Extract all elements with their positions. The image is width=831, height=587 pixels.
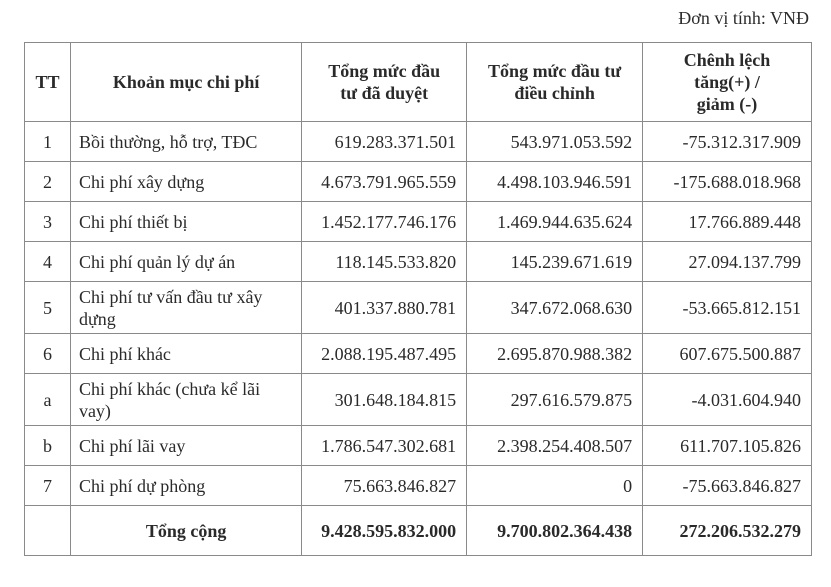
cell-tt: b [25, 426, 71, 466]
cell-tt: a [25, 374, 71, 426]
cell-approved: 4.673.791.965.559 [302, 162, 467, 202]
cell-adjusted: 543.971.053.592 [467, 122, 643, 162]
unit-label: Đơn vị tính: VNĐ [678, 8, 809, 28]
header-diff-line-3: giảm (-) [696, 94, 758, 114]
cell-tt: 2 [25, 162, 71, 202]
cell-item: Chi phí tư vấn đầu tư xây dựng [70, 282, 301, 334]
cell-adjusted: 1.469.944.635.624 [467, 202, 643, 242]
header-adjusted [467, 43, 643, 122]
table-row [25, 466, 812, 506]
table-row [25, 202, 812, 242]
header-approved [302, 43, 467, 122]
cell-tt: 5 [25, 282, 71, 334]
cell-diff: -175.688.018.968 [643, 162, 812, 202]
cell-diff: -75.312.317.909 [643, 122, 812, 162]
total-label: Tổng cộng [70, 506, 301, 556]
total-row [25, 506, 812, 556]
total-diff: 272.206.532.279 [643, 506, 812, 556]
cell-adjusted: 4.498.103.946.591 [467, 162, 643, 202]
table-row [25, 282, 812, 334]
table-header-row [25, 43, 812, 122]
cell-item: Chi phí xây dựng [70, 162, 301, 202]
cell-tt: 6 [25, 334, 71, 374]
header-adjusted-line-1: Tổng mức đầu tư [488, 61, 622, 81]
cell-diff: -75.663.846.827 [643, 466, 812, 506]
cell-diff: 611.707.105.826 [643, 426, 812, 466]
cell-item: Chi phí thiết bị [70, 202, 301, 242]
header-tt: TT [25, 43, 71, 122]
cell-diff: 607.675.500.887 [643, 334, 812, 374]
total-approved: 9.428.595.832.000 [302, 506, 467, 556]
cell-approved: 1.452.177.746.176 [302, 202, 467, 242]
cell-diff: 27.094.137.799 [643, 242, 812, 282]
header-diff-line-1: Chênh lệch [683, 50, 771, 70]
cell-adjusted: 2.695.870.988.382 [467, 334, 643, 374]
cell-approved: 2.088.195.487.495 [302, 334, 467, 374]
total-adjusted: 9.700.802.364.438 [467, 506, 643, 556]
header-adjusted-line-2: điều chỉnh [514, 83, 595, 103]
cell-approved: 118.145.533.820 [302, 242, 467, 282]
cell-approved: 401.337.880.781 [302, 282, 467, 334]
cell-diff: -53.665.812.151 [643, 282, 812, 334]
cell-item: Chi phí quản lý dự án [70, 242, 301, 282]
cell-adjusted: 2.398.254.408.507 [467, 426, 643, 466]
cell-item: Bồi thường, hỗ trợ, TĐC [70, 122, 301, 162]
cell-approved: 301.648.184.815 [302, 374, 467, 426]
cell-adjusted: 0 [467, 466, 643, 506]
header-approved-line-1: Tổng mức đầu [328, 61, 441, 81]
cell-item: Chi phí khác (chưa kể lãi vay) [70, 374, 301, 426]
header-diff-line-2: tăng(+) / [694, 72, 760, 92]
table-row [25, 426, 812, 466]
cell-item: Chi phí khác [70, 334, 301, 374]
investment-cost-table [24, 42, 812, 556]
table-row [25, 122, 812, 162]
header-diff [643, 43, 812, 122]
cell-tt: 4 [25, 242, 71, 282]
cell-tt [25, 506, 71, 556]
cell-approved: 619.283.371.501 [302, 122, 467, 162]
cell-approved: 75.663.846.827 [302, 466, 467, 506]
cell-tt: 7 [25, 466, 71, 506]
cell-tt: 1 [25, 122, 71, 162]
cell-item: Chi phí lãi vay [70, 426, 301, 466]
table-row [25, 162, 812, 202]
cell-approved: 1.786.547.302.681 [302, 426, 467, 466]
table-row [25, 374, 812, 426]
cell-adjusted: 145.239.671.619 [467, 242, 643, 282]
cell-adjusted: 347.672.068.630 [467, 282, 643, 334]
cell-item: Chi phí dự phòng [70, 466, 301, 506]
table-row [25, 334, 812, 374]
cell-tt: 3 [25, 202, 71, 242]
cell-diff: 17.766.889.448 [643, 202, 812, 242]
header-item: Khoản mục chi phí [70, 43, 301, 122]
header-approved-line-2: tư đã duyệt [340, 83, 429, 103]
cell-adjusted: 297.616.579.875 [467, 374, 643, 426]
cell-diff: -4.031.604.940 [643, 374, 812, 426]
table-row [25, 242, 812, 282]
